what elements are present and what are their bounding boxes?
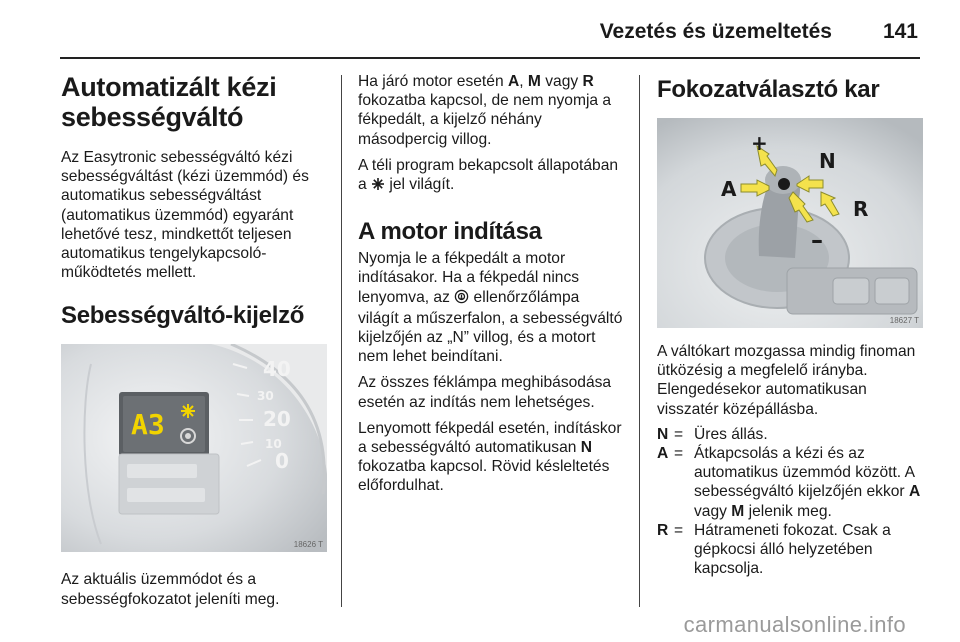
definition-row [657, 425, 923, 444]
gauge-label: 30 [257, 389, 274, 404]
n-label: N [819, 149, 836, 173]
gauge-label: 40 [263, 357, 291, 382]
transmission-display-illustration [61, 344, 327, 552]
selector-lever-figure [657, 118, 923, 328]
definition-description: Átkapcsolás a kézi és az automatikus üzemmód között. A sebességváltó kijelzőjén ekkor A vagy M jelenik meg. [694, 445, 921, 520]
column-1 [61, 72, 327, 609]
minus-label: – [811, 226, 823, 254]
definition-term: N [657, 425, 669, 443]
snowflake-icon [181, 404, 195, 418]
definition-list [657, 425, 923, 579]
paragraph: Ha járó motor esetén A, M vagy R fokozatba kapcsol, de nem nyomja a fékpedált, a kijelző néhány másodpercig villog. [358, 73, 612, 148]
definition-description: Üres állás. [694, 425, 768, 443]
paragraph: Az összes féklámpa meghibásodása esetén az indítás nem lehetséges. [358, 374, 612, 411]
figure-code: 18626 T [293, 540, 323, 550]
intro-paragraph: Az Easytronic sebességváltó kézi sebességváltást (kézi üzemmód) és automatikus sebességváltást (automatikus üzemmód) egyaránt lehetővé tesz, mindkettőt teljesen automatikus tengelykapcsoló-működtetés mellett. [61, 149, 309, 282]
column-2 [358, 72, 624, 496]
column-3 [657, 72, 923, 578]
paragraph: A váltókart mozgassa mindig finoman ütközésig a megfelelő irányba. Elengedésekor automatikusan visszatér középállásba. [657, 343, 916, 418]
figure-caption: Az aktuális üzemmódot és a sebességfokozatot jeleníti meg. [61, 571, 280, 608]
paragraph: Nyomja le a fékpedált a motor indításakor. Ha a fékpedál nincs lenyomva, az ellenőrzőlámpa világít a műszerfalon, a sebességváltó kijelzőjén az „N” villog, és a motort nem lehet beindítani. [358, 250, 623, 366]
definition-row [657, 444, 923, 521]
figure-code: 18627 T [889, 316, 919, 325]
brake-warning-icon [454, 289, 469, 309]
subsection-heading: A motor indítása [358, 218, 542, 246]
page-number: 141 [882, 20, 918, 43]
section-heading: Automatizált kézi sebességváltó [61, 72, 277, 132]
selector-lever-illustration [657, 118, 923, 328]
column-divider [341, 75, 342, 607]
subsection-heading: Sebességváltó-kijelző [61, 302, 305, 330]
header-title: Vezetés és üzemeltetés [599, 20, 832, 43]
definition-equals: = [674, 445, 684, 463]
definition-term: A [657, 445, 669, 463]
column-divider [639, 75, 640, 607]
a-label: A [721, 177, 737, 201]
gauge-label: 10 [265, 437, 282, 452]
definition-equals: = [674, 425, 684, 443]
header-rule [60, 57, 920, 59]
watermark: carmanualsonline.info [683, 612, 906, 637]
section-heading: Fokozatválasztó kar [657, 76, 880, 103]
display-gear-readout: A3 [131, 408, 165, 442]
gauge-label: 0 [275, 449, 289, 474]
definition-description: Hátrameneti fokozat. Csak a gépkocsi álló helyzetében kapcsolja. [694, 521, 891, 578]
paragraph: A téli program bekapcsolt állapotában a jel világít. [358, 156, 624, 196]
definition-term: R [657, 521, 669, 539]
paragraph: Lenyomott fékpedál esetén, indításkor a sebességváltó automatikusan N fokozatba kapcsol. Rövid késleltetés előfordulhat. [358, 419, 622, 495]
page-header [0, 0, 960, 62]
snowflake-icon [371, 177, 385, 196]
r-label: R [853, 197, 869, 221]
definition-equals: = [674, 521, 684, 539]
definition-row [657, 521, 923, 579]
plus-label: + [751, 131, 768, 155]
transmission-display-figure [61, 344, 327, 552]
gauge-label: 20 [263, 407, 291, 432]
